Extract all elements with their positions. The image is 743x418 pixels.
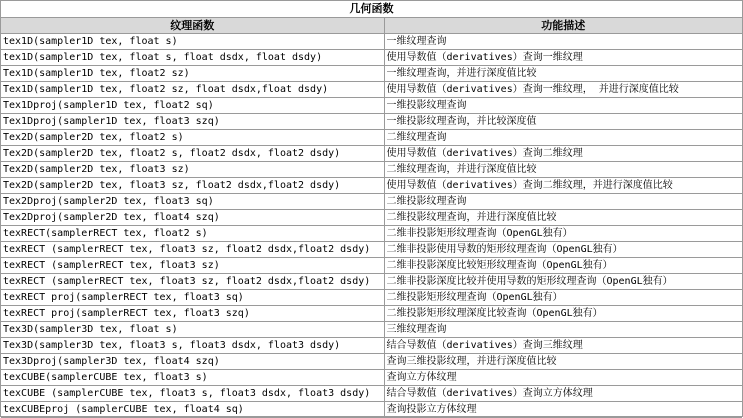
table-row <box>1 66 742 82</box>
description-cell: 二维投影矩形纹理深度比较查询（OpenGL独有） <box>384 306 742 322</box>
function-cell: texRECT proj(samplerRECT tex, float3 sq) <box>1 290 384 306</box>
table-row <box>1 354 742 370</box>
description-cell: 二维投影矩形纹理查询（OpenGL独有） <box>384 290 742 306</box>
table-row <box>1 50 742 66</box>
table-row <box>1 194 742 210</box>
table-row <box>1 370 742 386</box>
function-cell: Tex1Dproj(sampler1D tex, float3 szq) <box>1 114 384 130</box>
function-cell: Tex2D(sampler2D tex, float3 sz) <box>1 162 384 178</box>
function-cell: Tex1D(sampler1D tex, float2 sz, float dsdx,float dsdy) <box>1 82 384 98</box>
table-row <box>1 162 742 178</box>
description-cell: 查询投影立方体纹理 <box>384 402 742 418</box>
description-cell: 查询三维投影纹理，并进行深度值比较 <box>384 354 742 370</box>
description-cell: 结合导数值（derivatives）查询立方体纹理 <box>384 386 742 402</box>
table-row <box>1 130 742 146</box>
function-cell: tex1D(sampler1D tex, float s) <box>1 34 384 50</box>
description-cell: 使用导数值（derivatives）查询一维纹理 <box>384 50 742 66</box>
description-cell: 二维非投影矩形纹理查询（OpenGL独有） <box>384 226 742 242</box>
description-cell: 二维纹理查询 <box>384 130 742 146</box>
table-row <box>1 178 742 194</box>
description-cell: 二维非投影深度比较矩形纹理查询（OpenGL独有） <box>384 258 742 274</box>
texture-function-table <box>1 18 742 418</box>
function-cell: tex1D(sampler1D tex, float s, float dsdx, float dsdy) <box>1 50 384 66</box>
description-cell: 结合导数值（derivatives）查询三维纹理 <box>384 338 742 354</box>
description-cell: 一维投影纹理查询，并比较深度值 <box>384 114 742 130</box>
description-cell: 一维纹理查询 <box>384 34 742 50</box>
function-cell: texCUBEproj (samplerCUBE tex, float4 sq) <box>1 402 384 418</box>
description-cell: 一维投影纹理查询 <box>384 98 742 114</box>
function-cell: Tex3Dproj(sampler3D tex, float4 szq) <box>1 354 384 370</box>
function-cell: texCUBE (samplerCUBE tex, float3 s, float3 dsdx, float3 dsdy) <box>1 386 384 402</box>
column-header-description: 功能描述 <box>384 18 742 34</box>
table-row <box>1 258 742 274</box>
function-cell: Tex2D(sampler2D tex, float2 s, float2 dsdx, float2 dsdy) <box>1 146 384 162</box>
description-cell: 二维非投影深度比较并使用导数的矩形纹理查询（OpenGL独有） <box>384 274 742 290</box>
description-cell: 使用导数值（derivatives）查询二维纹理，并进行深度值比较 <box>384 178 742 194</box>
table-row <box>1 114 742 130</box>
description-cell: 二维纹理查询，并进行深度值比较 <box>384 162 742 178</box>
function-cell: Tex2Dproj(sampler2D tex, float4 szq) <box>1 210 384 226</box>
column-header-function: 纹理函数 <box>1 18 384 34</box>
table-row <box>1 210 742 226</box>
table-row <box>1 306 742 322</box>
function-cell: texRECT(samplerRECT tex, float2 s) <box>1 226 384 242</box>
function-cell: Tex3D(sampler3D tex, float s) <box>1 322 384 338</box>
table-row <box>1 98 742 114</box>
description-cell: 一维纹理查询，并进行深度值比较 <box>384 66 742 82</box>
function-cell: Tex3D(sampler3D tex, float3 s, float3 dsdx, float3 dsdy) <box>1 338 384 354</box>
function-cell: Tex2D(sampler2D tex, float2 s) <box>1 130 384 146</box>
function-cell: texRECT proj(samplerRECT tex, float3 szq) <box>1 306 384 322</box>
table-row <box>1 274 742 290</box>
function-cell: Tex1D(sampler1D tex, float2 sz) <box>1 66 384 82</box>
table-title: 几何函数 <box>1 1 742 18</box>
table-row <box>1 290 742 306</box>
description-cell: 查询立方体纹理 <box>384 370 742 386</box>
table-row <box>1 322 742 338</box>
description-cell: 二维投影纹理查询 <box>384 194 742 210</box>
description-cell: 二维投影纹理查询，并进行深度值比较 <box>384 210 742 226</box>
table-row <box>1 242 742 258</box>
table-row <box>1 34 742 50</box>
function-cell: Tex2Dproj(sampler2D tex, float3 sq) <box>1 194 384 210</box>
table-row <box>1 146 742 162</box>
description-cell: 使用导数值（derivatives）查询一维纹理， 并进行深度值比较 <box>384 82 742 98</box>
function-cell: texRECT (samplerRECT tex, float3 sz, float2 dsdx,float2 dsdy) <box>1 242 384 258</box>
table-row <box>1 82 742 98</box>
function-cell: texRECT (samplerRECT tex, float3 sz) <box>1 258 384 274</box>
table-row <box>1 226 742 242</box>
function-cell: Tex2D(sampler2D tex, float3 sz, float2 dsdx,float2 dsdy) <box>1 178 384 194</box>
description-cell: 二维非投影使用导数的矩形纹理查询（OpenGL独有） <box>384 242 742 258</box>
description-cell: 三维纹理查询 <box>384 322 742 338</box>
table-row <box>1 338 742 354</box>
table-row <box>1 386 742 402</box>
function-cell: texCUBE(samplerCUBE tex, float3 s) <box>1 370 384 386</box>
function-cell: texRECT (samplerRECT tex, float3 sz, float2 dsdx,float2 dsdy) <box>1 274 384 290</box>
header-row <box>1 18 742 34</box>
table-row <box>1 402 742 418</box>
description-cell: 使用导数值（derivatives）查询二维纹理 <box>384 146 742 162</box>
function-cell: Tex1Dproj(sampler1D tex, float2 sq) <box>1 98 384 114</box>
